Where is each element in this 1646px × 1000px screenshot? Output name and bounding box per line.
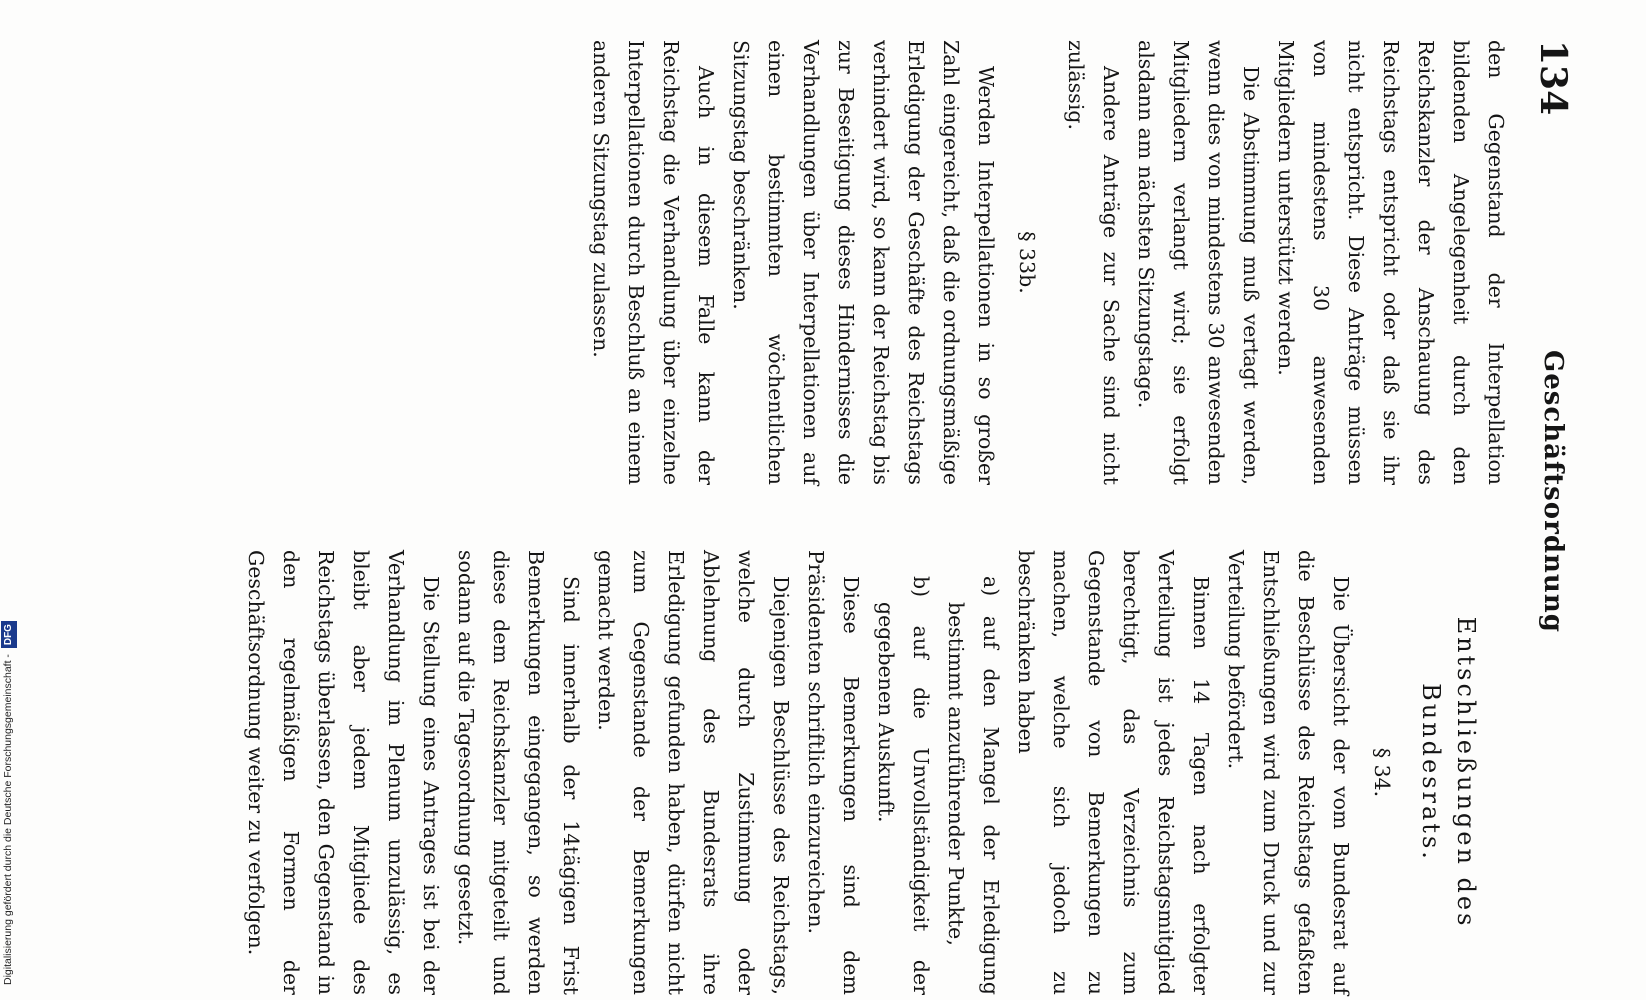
right-column xyxy=(238,550,1513,995)
section-title: Entschließungen des Bundesrats. xyxy=(1417,616,1480,929)
left-column xyxy=(583,40,1513,485)
paragraph: Auch in diesem Falle kann der Reichstag die Verhandlung über einzelne Interpellationen durch Beschluß an einem anderen Sitzungstag zulassen. xyxy=(589,40,718,485)
paragraph: Binnen 14 Tagen nach erfolgter Verteilung ist jedes Reichstagsmitglied berechtigt, das Verzeichnis zum Gegenstande von Bemerkungen zu machen, welche sich jedoch zu beschränken haben xyxy=(1014,550,1213,995)
document-page xyxy=(63,40,1583,1000)
running-head: Geschäftsordnung xyxy=(1538,350,1568,633)
page-number: 134 xyxy=(1532,40,1574,116)
paragraph: Die Übersicht der vom Bundesrat auf die Beschlüsse des Reichstags gefaßten Entschließungen wird zum Druck und zur Verteilung befördert. xyxy=(1224,550,1353,995)
credit-text: Digitalisierung gefördert durch die Deutsche Forschungsgemeinschaft - xyxy=(2,654,14,985)
text-columns xyxy=(73,40,1513,1000)
paragraph: Andere Anträge zur Sache sind nicht zulässig. xyxy=(1064,40,1123,485)
paragraph: Die Stellung eines Antrages ist bei der Verhandlung im Plenum unzulässig, es bleibt aber jedem Mitgliede des Reichstags überlassen, den Gegenstand in den regelmäßigen Formen der Geschäftsordnung weiter zu verfolgen. xyxy=(244,550,443,995)
page-header xyxy=(1523,40,1583,1000)
paragraph: Diejenigen Beschlüsse des Reichstags, welche durch Zustimmung oder Ablehnung des Bundesrats ihre Erledigung gefunden haben, dürfen nicht zum Gegenstande der Bemerkungen gemacht werden. xyxy=(594,550,793,995)
section-heading-33b: § 33b. xyxy=(1015,231,1039,294)
section-heading-34: § 34. xyxy=(1370,747,1394,798)
paragraph: Sind innerhalb der 14tägigen Frist Bemerkungen eingegangen, so werden diese dem Reichskanzler mitgeteilt und sodann auf die Tagesordnung gesetzt. xyxy=(454,550,583,995)
paragraph: den Gegenstand der Interpellation bildenden Angelegenheit durch den Reichskanzler der Anschauung des Reichstags entspricht oder daß sie ihr nicht entspricht. Diese Anträge müssen von mindestens 30 anwesenden Mitgliedern unterstützt werden. xyxy=(1274,40,1508,485)
list-item: a) auf den Mangel der Erledigung bestimmt anzuführender Punkte, xyxy=(944,576,1003,995)
paragraph: Werden Interpellationen in so großer Zahl eingereicht, daß die ordnungsmäßige Erledigung der Geschäfte des Reichstags verhindert wird, so kann der Reichstag bis zur Beseitigung dieses Hindernisses die Verhandlungen über Interpellationen auf einen bestimmten wöchentlichen Sitzungstag beschränken. xyxy=(729,40,998,485)
digitization-credit xyxy=(0,585,16,985)
dfg-logo: DFG xyxy=(1,621,17,648)
paragraph: Die Abstimmung muß vertagt werden, wenn dies von mindestens 30 anwesenden Mitgliedern verlangt wird; sie erfolgt alsdann am nächsten Sitzungstage. xyxy=(1134,40,1263,485)
paragraph: Diese Bemerkungen sind dem Präsidenten schriftlich einzureichen. xyxy=(804,550,863,995)
list-item: b) auf die Unvollständigkeit der gegebenen Auskunft. xyxy=(874,576,933,995)
